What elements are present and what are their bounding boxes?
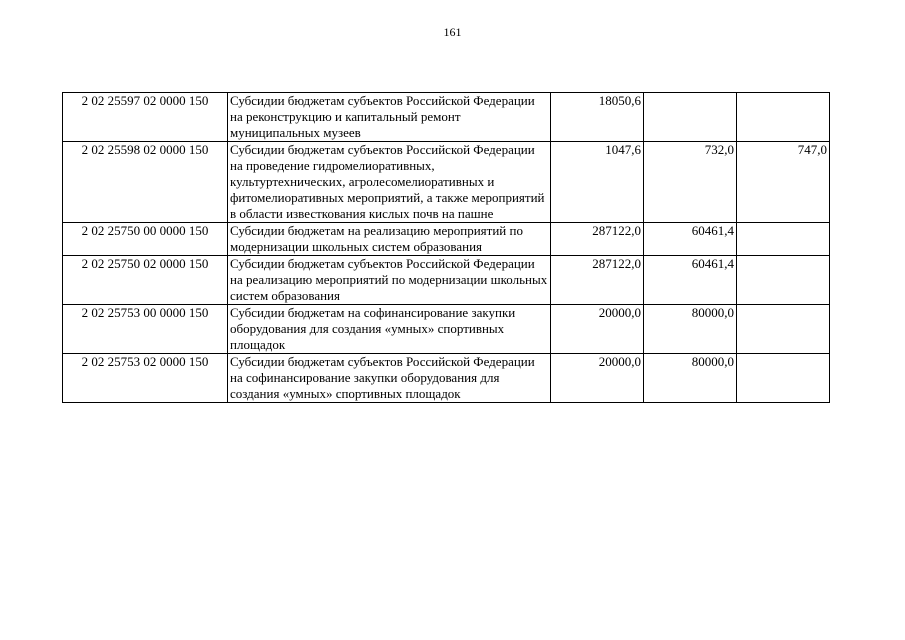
amount-year-3: 747,0 xyxy=(737,142,830,223)
budget-code: 2 02 25597 02 0000 150 xyxy=(63,93,228,142)
budget-code: 2 02 25598 02 0000 150 xyxy=(63,142,228,223)
budget-code: 2 02 25750 00 0000 150 xyxy=(63,223,228,256)
budget-item-name: Субсидии бюджетам на реализацию мероприятий по модернизации школьных систем образования xyxy=(228,223,551,256)
amount-year-2: 60461,4 xyxy=(644,223,737,256)
amount-year-1: 1047,6 xyxy=(551,142,644,223)
amount-year-1: 287122,0 xyxy=(551,256,644,305)
amount-year-2: 80000,0 xyxy=(644,354,737,403)
budget-item-name: Субсидии бюджетам субъектов Российской Федерации на реализацию мероприятий по модернизации школьных систем образования xyxy=(228,256,551,305)
page-number: 161 xyxy=(443,25,462,39)
amount-year-3 xyxy=(737,354,830,403)
budget-item-name: Субсидии бюджетам субъектов Российской Федерации на реконструкцию и капитальный ремонт муниципальных музеев xyxy=(228,93,551,142)
amount-year-3 xyxy=(737,93,830,142)
amount-year-2 xyxy=(644,93,737,142)
amount-year-3 xyxy=(737,223,830,256)
table-row xyxy=(63,354,830,403)
amount-year-3 xyxy=(737,305,830,354)
table-row xyxy=(63,93,830,142)
amount-year-2: 732,0 xyxy=(644,142,737,223)
amount-year-1: 287122,0 xyxy=(551,223,644,256)
budget-code: 2 02 25753 00 0000 150 xyxy=(63,305,228,354)
table-row xyxy=(63,256,830,305)
amount-year-1: 20000,0 xyxy=(551,305,644,354)
budget-item-name: Субсидии бюджетам на софинансирование закупки оборудования для создания «умных» спортивных площадок xyxy=(228,305,551,354)
amount-year-2: 60461,4 xyxy=(644,256,737,305)
table-row xyxy=(63,223,830,256)
budget-table xyxy=(62,92,830,403)
amount-year-3 xyxy=(737,256,830,305)
amount-year-1: 20000,0 xyxy=(551,354,644,403)
budget-item-name: Субсидии бюджетам субъектов Российской Федерации на софинансирование закупки оборудования для создания «умных» спортивных площадок xyxy=(228,354,551,403)
amount-year-2: 80000,0 xyxy=(644,305,737,354)
budget-item-name: Субсидии бюджетам субъектов Российской Федерации на проведение гидромелиоративных, культуртехнических, агролесомелиоративных и фитомелиоративных мероприятий, а также мероприятий в области известкования кислых почв на пашне xyxy=(228,142,551,223)
amount-year-1: 18050,6 xyxy=(551,93,644,142)
budget-code: 2 02 25750 02 0000 150 xyxy=(63,256,228,305)
table-row xyxy=(63,305,830,354)
table-row xyxy=(63,142,830,223)
budget-code: 2 02 25753 02 0000 150 xyxy=(63,354,228,403)
